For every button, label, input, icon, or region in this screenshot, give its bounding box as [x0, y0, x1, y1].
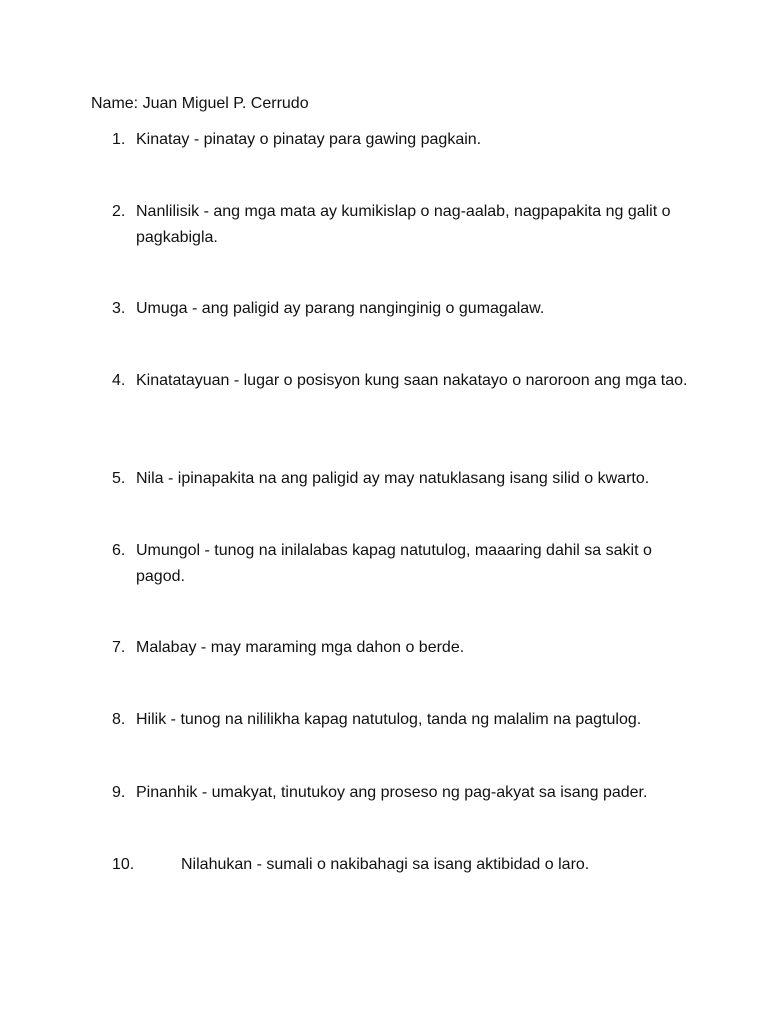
item-text: Hilik - tunog na nililikha kapag natutulog, tanda ng malalim na pagtulog.	[136, 711, 642, 728]
list-item	[112, 635, 692, 661]
item-number: 5.	[112, 470, 126, 487]
list-item	[112, 127, 692, 153]
item-text: Pinanhik - umakyat, tinutukoy ang proseso ng pag-akyat sa isang pader.	[136, 784, 648, 801]
list-item	[112, 707, 692, 733]
item-number: 3.	[112, 300, 126, 317]
list-item	[112, 199, 692, 251]
item-text: Malabay - may maraming mga dahon o berde.	[136, 639, 465, 656]
list-item	[112, 296, 692, 322]
item-number: 9.	[112, 784, 126, 801]
item-number: 6.	[112, 542, 126, 559]
list-item	[112, 466, 692, 492]
list-item	[112, 368, 692, 394]
item-number: 1.	[112, 131, 126, 148]
item-text: Umuga - ang paligid ay parang nanginginig o gumagalaw.	[136, 300, 545, 317]
item-number: 8.	[112, 711, 126, 728]
list-item	[112, 780, 692, 806]
item-text: Nila - ipinapakita na ang paligid ay may natuklasang isang silid o kwarto.	[136, 470, 650, 487]
item-text: Kinatatayuan - lugar o posisyon kung saan nakatayo o naroroon ang mga tao.	[136, 372, 688, 389]
list-item	[112, 852, 692, 878]
student-name: Name: Juan Miguel P. Cerrudo	[91, 95, 309, 112]
item-number: 4.	[112, 372, 126, 389]
item-number: 10.	[112, 856, 135, 873]
item-text: Nanlilisik - ang mga mata ay kumikislap o nag-aalab, nagpapakita ng galit o pagkabigla.	[136, 203, 671, 246]
item-number: 7.	[112, 639, 126, 656]
list-item	[112, 538, 692, 590]
item-text: Umungol - tunog na inilalabas kapag natutulog, maaaring dahil sa sakit o pagod.	[136, 542, 652, 585]
item-text: Nilahukan - sumali o nakibahagi sa isang aktibidad o laro.	[181, 856, 590, 873]
item-number: 2.	[112, 203, 126, 220]
item-text: Kinatay - pinatay o pinatay para gawing pagkain.	[136, 131, 482, 148]
